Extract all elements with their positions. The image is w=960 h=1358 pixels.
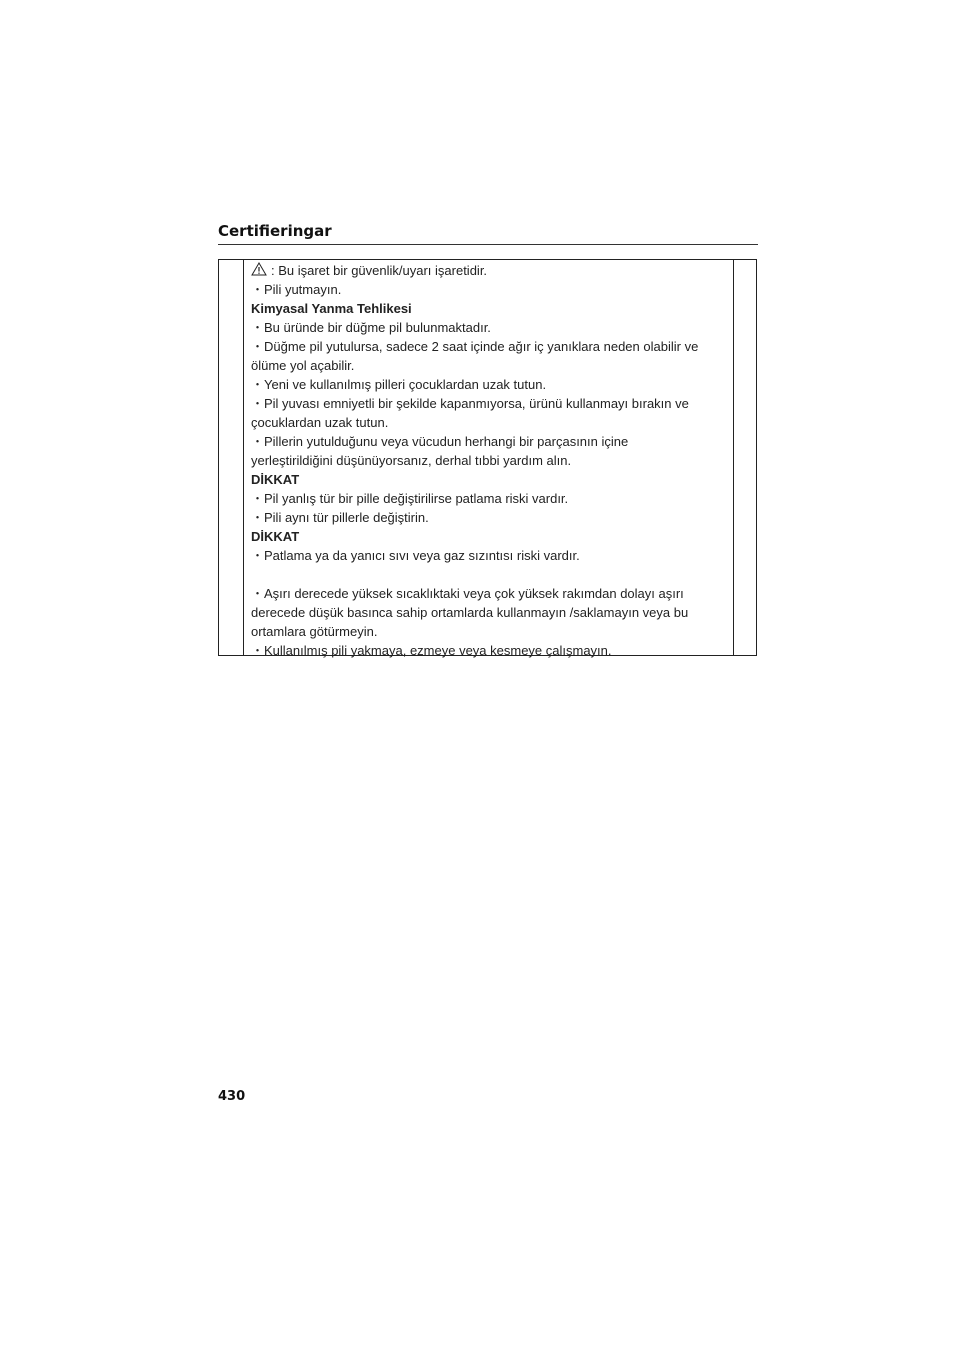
- warning-symbol-text: : Bu işaret bir güvenlik/uyarı işaretidir.: [271, 263, 488, 278]
- warning-symbol-line: [251, 261, 726, 280]
- notice-line: ・Aşırı derecede yüksek sıcaklıktaki veya çok yüksek rakımdan dolayı aşırı: [251, 586, 684, 601]
- notice-heading: DİKKAT: [251, 529, 300, 544]
- notice-line: yerleştirildiğini düşünüyorsanız, derhal tıbbi yardım alın.: [251, 453, 572, 468]
- section-title: Certifieringar: [218, 222, 332, 240]
- notice-line: ・Kullanılmış pili yakmaya, ezmeye veya kesmeye çalışmayın.: [251, 643, 612, 658]
- notice-heading: Kimyasal Yanma Tehlikesi: [251, 301, 412, 316]
- notice-content: [251, 261, 726, 660]
- notice-line: ・Bu üründe bir düğme pil bulunmaktadır.: [251, 320, 491, 335]
- blank-line: [251, 565, 726, 584]
- notice-line: çocuklardan uzak tutun.: [251, 415, 389, 430]
- notice-line: ・Düğme pil yutulursa, sadece 2 saat içinde ağır iç yanıklara neden olabilir ve: [251, 339, 699, 354]
- notice-heading: DİKKAT: [251, 472, 300, 487]
- notice-line: ortamlara götürmeyin.: [251, 624, 378, 639]
- page-number: 430: [218, 1089, 246, 1104]
- notice-line: ・Yeni ve kullanılmış pilleri çocuklardan uzak tutun.: [251, 377, 547, 392]
- notice-line: ・Pil yanlış tür bir pille değiştirilirse patlama riski vardır.: [251, 491, 569, 506]
- notice-line: ・Pil yuvası emniyetli bir şekilde kapanmıyorsa, ürünü kullanmayı bırakın ve: [251, 396, 689, 411]
- notice-line: ölüme yol açabilir.: [251, 358, 355, 373]
- notice-line: derecede düşük basınca sahip ortamlarda kullanmayın /saklamayın veya bu: [251, 605, 689, 620]
- notice-line: ・Pillerin yutulduğunu veya vücudun herhangi bir parçasının içine: [251, 434, 629, 449]
- notice-line: ・Pili aynı tür pillerle değiştirin.: [251, 510, 429, 525]
- notice-line: ・Patlama ya da yanıcı sıvı veya gaz sızıntısı riski vardır.: [251, 548, 580, 563]
- title-rule: [218, 244, 758, 245]
- notice-line: ・Pili yutmayın.: [251, 282, 342, 297]
- warning-triangle-icon: [251, 262, 267, 276]
